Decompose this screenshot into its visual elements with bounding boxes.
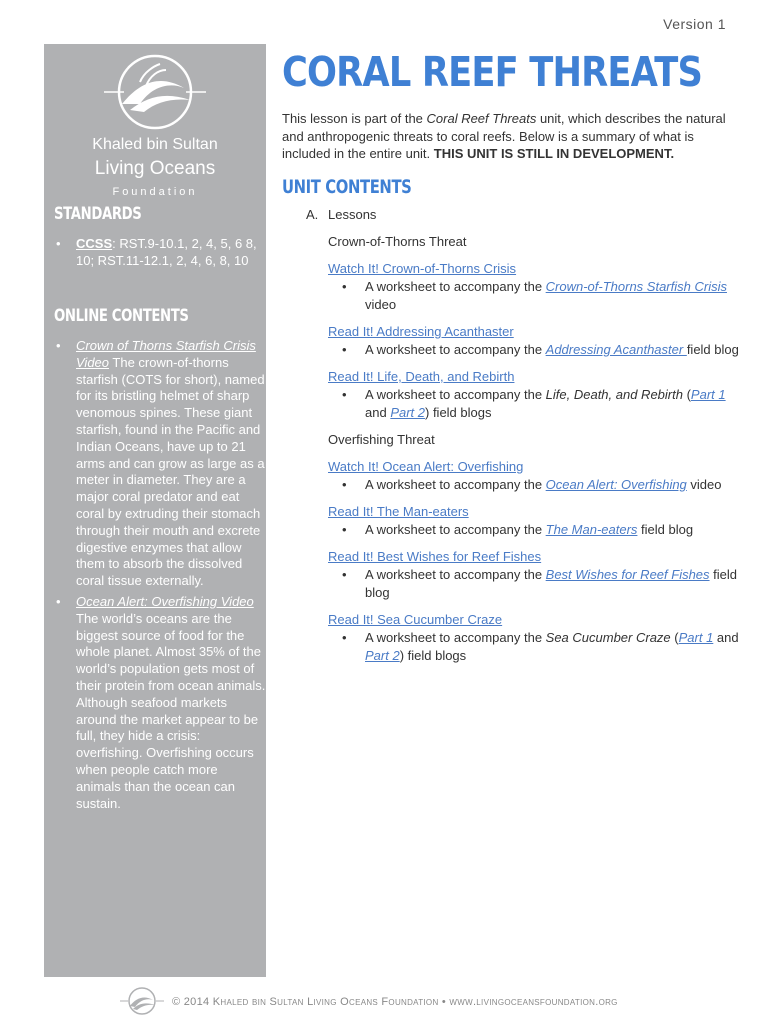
bullet-icon: • <box>56 593 61 609</box>
lesson-resource-link[interactable]: Best Wishes for Reef Fishes <box>545 567 710 582</box>
footer-copyright: © 2014 Khaled bin Sultan Living Oceans Foundation • www.livingoceansfoundation.org <box>172 996 618 1008</box>
sidebar <box>44 44 266 977</box>
standards-list <box>54 236 266 270</box>
lesson-title-link[interactable]: Read It! Best Wishes for Reef Fishes <box>328 549 542 564</box>
lesson-description <box>328 341 746 359</box>
lesson-title-link[interactable]: Watch It! Crown-of-Thorns Crisis <box>328 261 517 276</box>
unit-contents <box>306 206 746 665</box>
threat-heading-overfishing: Overfishing Threat <box>328 432 435 447</box>
wave-logo-icon <box>120 986 164 1016</box>
lesson-item <box>328 260 746 314</box>
lesson-resource-title: Life, Death, and Rebirth <box>545 387 683 402</box>
lesson-text: and <box>365 405 391 420</box>
bullet-icon: • <box>342 522 347 537</box>
lesson-description <box>328 521 746 539</box>
lesson-resource-link[interactable]: The Man-eaters <box>545 522 638 537</box>
bullet-icon: • <box>56 338 61 353</box>
lesson-text: video <box>365 297 397 312</box>
lesson-item <box>328 611 746 665</box>
lesson-item <box>328 323 746 359</box>
lesson-text: ( <box>670 630 679 645</box>
standards-heading: STANDARDS <box>54 204 142 224</box>
lesson-text: A worksheet to accompany the <box>365 522 546 537</box>
bullet-icon: • <box>342 342 347 357</box>
lesson-title-link[interactable]: Read It! Sea Cucumber Craze <box>328 612 503 627</box>
lesson-text: ) field blogs <box>425 405 492 420</box>
logo-text-line3: Foundation <box>112 186 198 198</box>
lesson-item <box>328 368 746 422</box>
development-notice: THIS UNIT IS STILL IN DEVELOPMENT. <box>433 146 675 161</box>
section-label: Lessons <box>328 207 377 222</box>
part-1-link[interactable]: Part 1 <box>678 630 714 645</box>
intro-text: This lesson is part of the <box>282 111 427 126</box>
lesson-text: A worksheet to accompany the <box>365 477 546 492</box>
bullet-icon: • <box>342 567 347 582</box>
lesson-description <box>328 476 746 494</box>
intro-text: unit, which describes the natural and anthropogenic threats to coral reefs. Below is a summary of what is included in the entire unit. <box>282 111 726 161</box>
lesson-item <box>328 548 746 602</box>
online-contents-list <box>54 338 266 812</box>
lesson-title-link[interactable]: Read It! Life, Death, and Rebirth <box>328 369 515 384</box>
ccss-link[interactable]: CCSS <box>76 236 113 251</box>
overfishing-video-link[interactable]: Ocean Alert: Overfishing Video <box>76 593 254 609</box>
unit-name: Coral Reef Threats <box>426 111 537 126</box>
bullet-icon: • <box>56 236 61 251</box>
intro-paragraph <box>282 110 742 163</box>
version-label: Version 1 <box>663 16 726 32</box>
lesson-title-link[interactable]: Read It! Addressing Acanthaster <box>328 324 514 339</box>
part-2-link[interactable]: Part 2 <box>365 648 400 663</box>
page-title: CORAL REEF THREATS <box>282 48 703 96</box>
lesson-resource-link[interactable]: Addressing Acanthaster <box>545 342 687 357</box>
lesson-text: A worksheet to accompany the <box>365 342 546 357</box>
lesson-text: field blog <box>686 342 739 357</box>
section-letter: A. <box>306 207 319 222</box>
cots-description: The crown-of-thorns starfish (COTS for short), named for its bristling helmet of sharp venomous spines. These giant starfish, found in the Pacific and Indian Oceans, have up to 21 arms and can grow as large as a meter in diameter. They are a major coral predator and eat coral by extruding their stomach through their mouth and excrete digestive enzymes that allow them to absorb the dissolved coral tissue externally. <box>76 354 265 589</box>
lesson-text: and <box>713 630 739 645</box>
lesson-item <box>328 503 746 539</box>
lesson-description <box>328 629 746 665</box>
lesson-text: A worksheet to accompany the <box>365 279 546 294</box>
part-1-link[interactable]: Part 1 <box>690 387 726 402</box>
lesson-item <box>328 458 746 494</box>
lesson-text: video <box>686 477 722 492</box>
logo-text-line1: Khaled bin Sultan <box>92 136 218 153</box>
bullet-icon: • <box>342 477 347 492</box>
lesson-text: A worksheet to accompany the <box>365 567 546 582</box>
list-item <box>54 594 266 812</box>
lesson-text: ( <box>682 387 691 402</box>
lesson-text: field blog <box>637 522 694 537</box>
lesson-resource-link[interactable]: Crown-of-Thorns Starfish Crisis <box>545 279 727 294</box>
page-footer <box>120 986 660 1016</box>
list-item <box>54 236 266 270</box>
bullet-icon: • <box>342 387 347 402</box>
lesson-resource-title: Sea Cucumber Craze <box>545 630 671 645</box>
logo-text-line2: Living Oceans <box>94 158 216 179</box>
lesson-text: field blog <box>365 567 738 600</box>
bullet-icon: • <box>342 630 347 645</box>
lesson-text: A worksheet to accompany the <box>365 387 546 402</box>
bullet-icon: • <box>342 279 347 294</box>
overfishing-description: The world’s oceans are the biggest source of food for the whole planet. Almost 35% of the world’s population gets most of their protein from ocean animals. Although seafood markets around the market appear to be full, they hide a crisis: overfishing. Overfishing occurs when people catch more animals than the ocean can sustain. <box>76 610 266 811</box>
lessons-section-heading <box>306 206 746 224</box>
lesson-text: A worksheet to accompany the <box>365 630 546 645</box>
lesson-title-link[interactable]: Read It! The Man-eaters <box>328 504 469 519</box>
unit-contents-heading: UNIT CONTENTS <box>282 176 412 198</box>
threat-heading-cots: Crown-of-Thorns Threat <box>328 234 467 249</box>
lesson-description <box>328 566 746 602</box>
lesson-text: ) field blogs <box>399 648 467 663</box>
part-2-link[interactable]: Part 2 <box>390 405 425 420</box>
wave-logo-icon <box>100 52 210 132</box>
online-contents-heading: ONLINE CONTENTS <box>54 306 189 326</box>
lesson-resource-link[interactable]: Ocean Alert: Overfishing <box>545 477 687 492</box>
list-item <box>54 338 266 590</box>
lesson-description <box>328 278 746 314</box>
standards-text: : RST.9-10.1, 2, 4, 5, 6 8, 10; RST.11-12.1, 2, 4, 6, 8, 10 <box>76 236 257 268</box>
lesson-description <box>328 386 746 422</box>
cots-video-link[interactable]: Crown of Thorns Starfish Crisis Video <box>76 338 256 370</box>
lesson-title-link[interactable]: Watch It! Ocean Alert: Overfishing <box>328 459 524 474</box>
